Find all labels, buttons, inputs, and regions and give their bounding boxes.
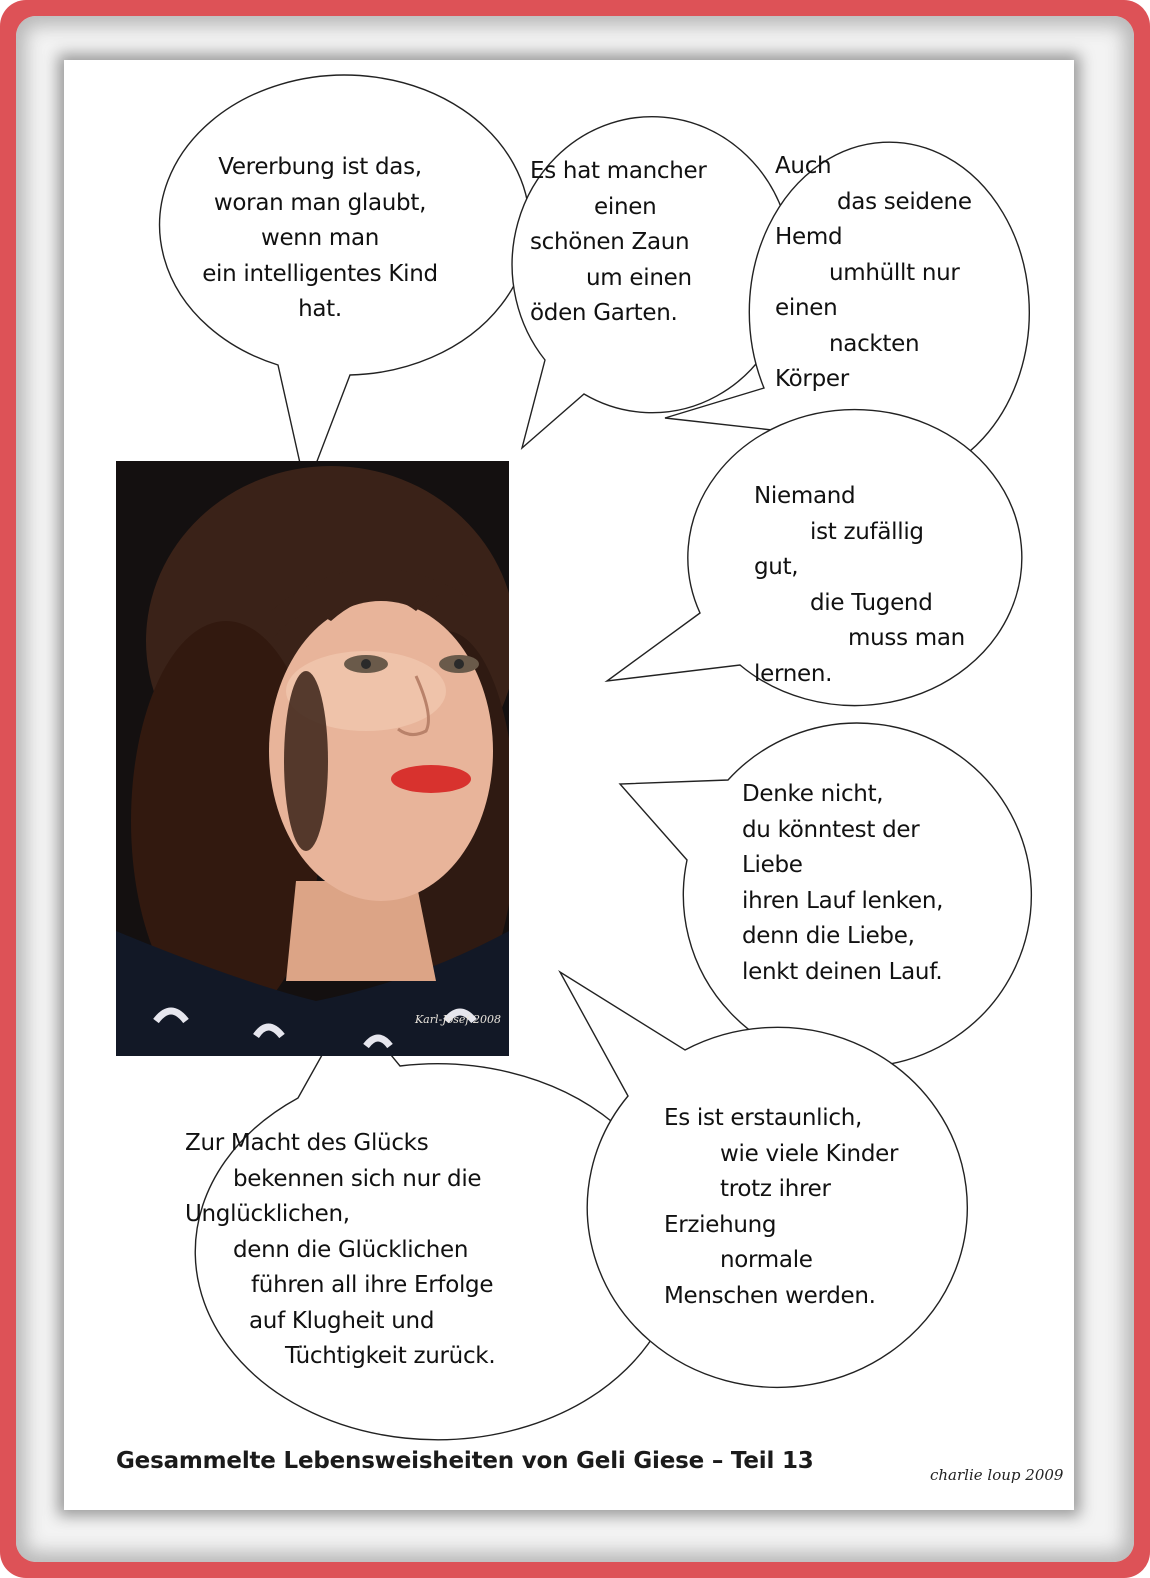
quote-line: lenkt deinen Lauf.	[742, 958, 943, 985]
photo-credit: Karl-Josef 2008	[414, 1013, 501, 1026]
quote-line: führen all ihre Erfolge	[251, 1272, 494, 1298]
quote-line: bekennen sich nur die	[233, 1165, 482, 1192]
quote-tugend	[754, 479, 965, 692]
quote-liebe	[742, 777, 943, 990]
quote-line: ihren Lauf lenken,	[742, 887, 944, 914]
quote-line: ist zufällig	[810, 518, 924, 545]
portrait-illustration	[116, 461, 509, 1056]
quote-line: einen	[775, 295, 838, 321]
quote-zaun	[530, 154, 707, 332]
quote-line: muss man	[848, 625, 965, 651]
quote-line: Hemd	[775, 224, 843, 250]
quote-line: nackten	[829, 330, 920, 357]
quote-line: Unglücklichen,	[185, 1201, 350, 1227]
quote-line: Liebe	[742, 852, 803, 878]
quote-kinder	[664, 1101, 898, 1314]
quote-line: hat.	[298, 296, 342, 322]
quote-line: Es hat mancher	[530, 158, 707, 184]
quote-line: Tüchtigkeit zurück.	[285, 1343, 496, 1369]
quote-line: gut,	[754, 554, 799, 580]
quote-line: öden Garten.	[530, 300, 678, 326]
quote-line: lernen.	[754, 660, 833, 687]
quote-line: ein intelligentes Kind	[202, 260, 438, 287]
quote-line: Auch	[775, 153, 832, 179]
quote-line: du könntest der	[742, 816, 920, 843]
quote-line: Körper	[775, 366, 849, 392]
quote-line: Menschen werden.	[664, 1282, 876, 1309]
quote-line: trotz ihrer	[720, 1176, 831, 1202]
quote-line: umhüllt nur	[829, 259, 960, 286]
quote-line: normale	[720, 1247, 813, 1273]
quote-line: schönen Zaun	[530, 229, 690, 255]
quote-line: Denke nicht,	[742, 781, 884, 807]
quote-line: wenn man	[260, 225, 380, 251]
quote-line: um einen	[586, 264, 692, 291]
quote-line: das seidene	[837, 188, 972, 215]
quote-line: woran man glaubt,	[213, 189, 427, 216]
quote-gluecks	[185, 1126, 495, 1375]
quote-line: einen	[594, 193, 657, 220]
quote-line: Es ist erstaunlich,	[664, 1105, 862, 1131]
quote-line: Niemand	[754, 483, 856, 509]
portrait-photo	[116, 461, 509, 1056]
quote-line: denn die Glücklichen	[233, 1236, 469, 1263]
quote-line: Zur Macht des Glücks	[185, 1130, 429, 1156]
quote-line: Erziehung	[664, 1211, 777, 1238]
quote-hemd	[775, 149, 972, 398]
quote-line: wie viele Kinder	[720, 1140, 899, 1167]
quote-line: Vererbung ist das,	[218, 154, 422, 180]
quote-line: auf Klugheit und	[249, 1307, 435, 1334]
quote-line: die Tugend	[810, 589, 933, 616]
quote-line: denn die Liebe,	[742, 923, 915, 949]
footer-title: Gesammelte Lebensweisheiten von Geli Giese – Teil 13	[116, 1448, 814, 1474]
footer-credit: charlie loup 2009	[930, 1466, 1064, 1484]
